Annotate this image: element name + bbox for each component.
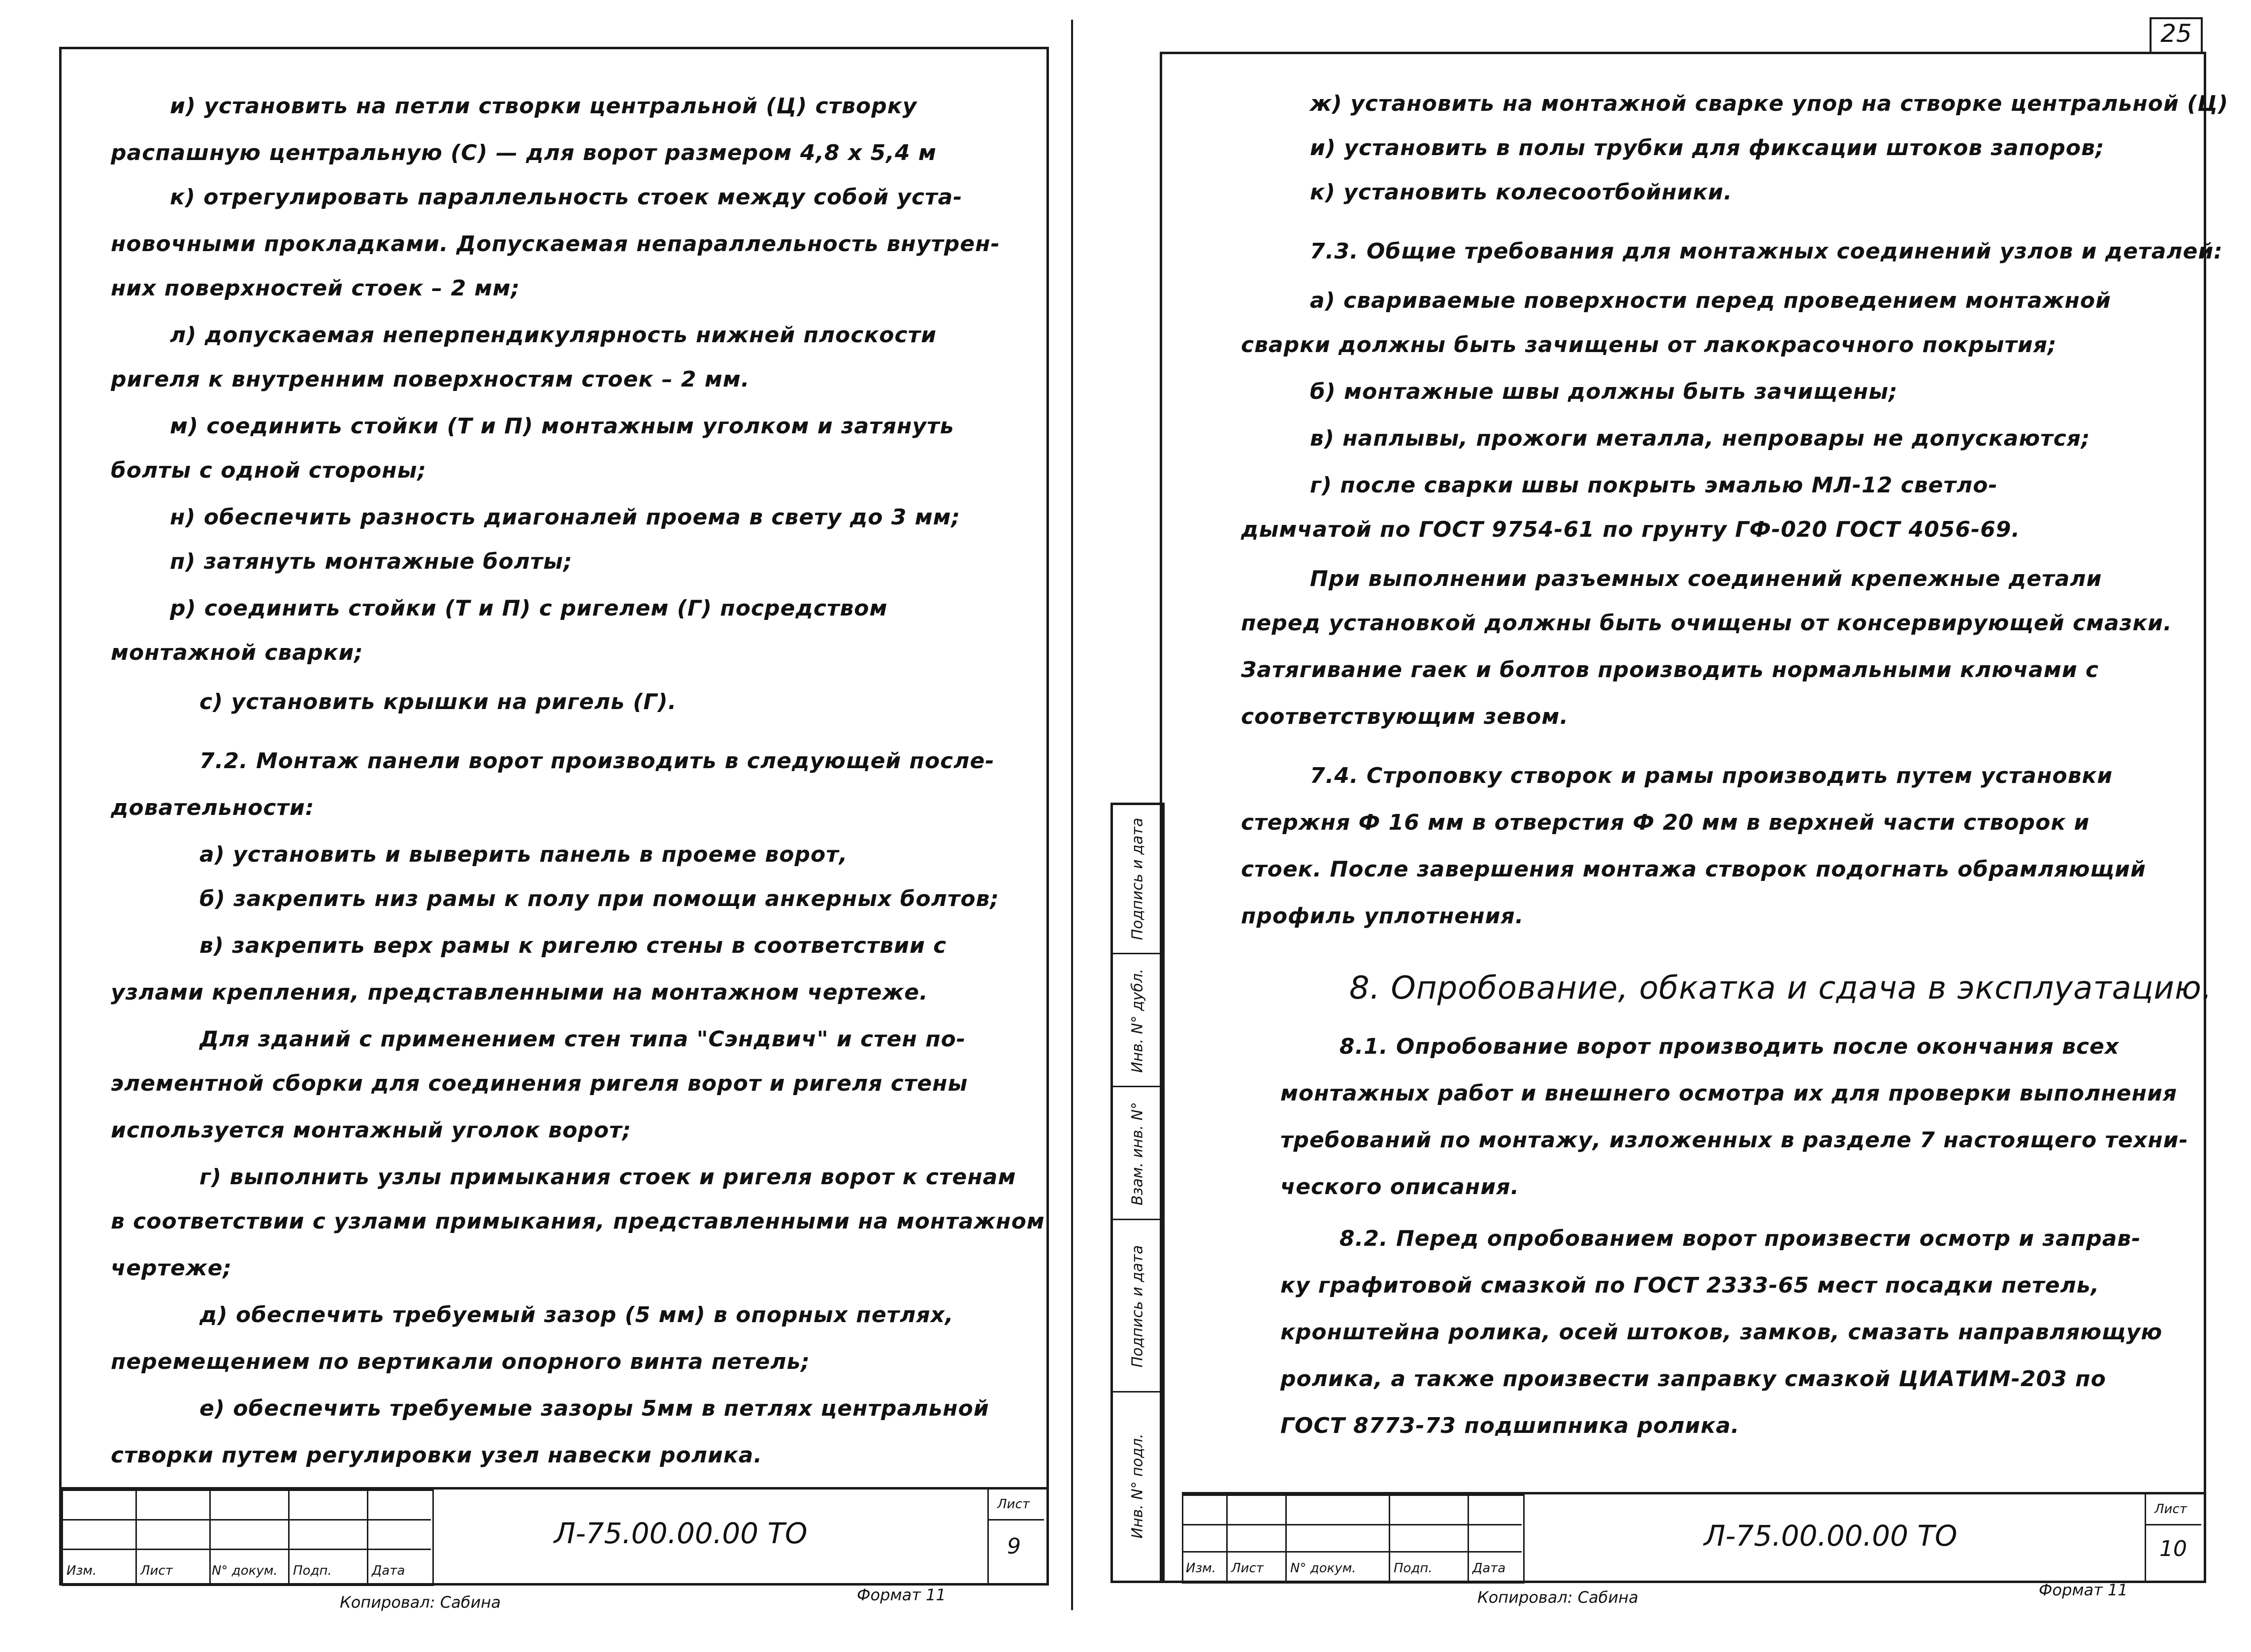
strip-label: Подпись и дата (1129, 1245, 1146, 1368)
text-line: м) соединить стойки (Т и П) монтажным уголком и затянуть (170, 414, 954, 439)
text-line: перед установкой должны быть очищены от консервирующей смазки. (1241, 611, 2172, 636)
strip-cell (1113, 1391, 1162, 1580)
strip-label: Подпись и дата (1129, 817, 1146, 940)
text-line: 8.2. Перед опробованием ворот произвести осмотр и заправ- (1339, 1226, 2141, 1251)
tb-row (2145, 1524, 2201, 1525)
text-line: б) монтажные швы должны быть зачищены; (1310, 379, 1898, 404)
strip-label: Инв. N° дубл. (1129, 969, 1146, 1073)
text-line: г) выполнить узлы примыкания стоек и ригеля ворот к стенам (199, 1165, 1016, 1190)
text-line: требований по монтажу, изложенных в разделе 7 настоящего техни- (1280, 1128, 2188, 1153)
text-line: монтажной сварки; (111, 640, 363, 665)
tb-label: Подп. (1394, 1561, 1433, 1576)
text-line: сварки должны быть зачищены от лакокрасочного покрытия; (1241, 332, 2057, 357)
format-label: Формат 11 (2039, 1581, 2128, 1599)
text-line: в) наплывы, прожоги металла, непровары не допускаются; (1310, 426, 2090, 451)
text-line: с) установить крышки на ригель (Г). (199, 689, 677, 714)
text-line: б) закрепить низ рамы к полу при помощи анкерных болтов; (199, 886, 1000, 911)
text-line: и) установить в полы трубки для фиксации штоков запоров; (1310, 135, 2105, 161)
text-line: ГОСТ 8773-73 подшипника ролика. (1280, 1413, 1740, 1438)
text-line: 7.4. Строповку створок и рамы производить путем установки (1310, 763, 2113, 788)
strip-label: Инв. N° подл. (1129, 1433, 1146, 1539)
right-page (1160, 52, 2229, 1583)
text-line: п) затянуть монтажные болты; (170, 549, 573, 574)
copied-by: Копировал: Сабина (1477, 1588, 1638, 1607)
text-line: соответствующим зевом. (1241, 704, 1569, 729)
corner-page-number (2150, 17, 2203, 54)
text-line: перемещением по вертикали опорного винта петель; (111, 1349, 810, 1374)
tb-label: Подп. (293, 1563, 332, 1578)
tb-col (1285, 1494, 1287, 1581)
text-line: новочными прокладками. Допускаемая непараллельность внутрен- (111, 231, 1000, 257)
tb-label: Дата (1472, 1561, 1506, 1576)
tb-col (288, 1490, 290, 1583)
sheet-number: 10 (2159, 1536, 2187, 1561)
left-page-text (62, 49, 1046, 1477)
text-line: г) после сварки швы покрыть эмалью МЛ-12 светло- (1310, 473, 1998, 498)
sheet-number: 9 (1007, 1534, 1021, 1559)
text-line: элементной сборки для соединения ригеля ворот и ригеля стены (111, 1071, 968, 1096)
text-line: ролика, а также произвести заправку смазкой ЦИАТИМ-203 по (1280, 1366, 2106, 1392)
tb-col (1226, 1494, 1228, 1581)
text-line: в соответствии с узлами примыкания, представленными на монтажном (111, 1209, 1045, 1234)
text-line: монтажных работ и внешнего осмотра их для проверки выполнения (1280, 1081, 2178, 1106)
text-line: довательности: (111, 795, 315, 820)
tb-col (209, 1490, 211, 1583)
copied-by: Копировал: Сабина (340, 1593, 501, 1612)
text-line: 8.1. Опробование ворот производить после окончания всех (1339, 1034, 2120, 1059)
tb-label: Дата (372, 1563, 405, 1578)
text-line: 7.3. Общие требования для монтажных соединений узлов и деталей: (1310, 239, 2223, 264)
text-line: д) обеспечить требуемый зазор (5 мм) в опорных петлях, (199, 1302, 954, 1328)
text-line: а) свариваемые поверхности перед проведением монтажной (1310, 288, 2111, 313)
text-line: н) обеспечить разность диагоналей проема в свету до 3 мм; (170, 505, 961, 530)
tb-label: N° докум. (1290, 1561, 1356, 1576)
text-line: кронштейна ролика, осей штоков, замков, смазать направляющую (1280, 1320, 2163, 1345)
strip-cell (1113, 805, 1162, 953)
right-page-text (1162, 54, 2229, 1482)
text-line: Затягивание гаек и болтов производить нормальными ключами с (1241, 657, 2099, 682)
text-line: распашную центральную (С) — для ворот размером 4,8 х 5,4 м (111, 140, 937, 165)
text-line: ку графитовой смазкой по ГОСТ 2333-65 мест посадки петель, (1280, 1273, 2100, 1298)
page-divider (1071, 20, 1073, 1610)
tb-label: Лист (1231, 1561, 1264, 1576)
tb-col (135, 1490, 137, 1583)
tb-col (367, 1490, 368, 1583)
text-line: них поверхностей стоек – 2 мм; (111, 276, 520, 301)
text-line: р) соединить стойки (Т и П) с ригелем (Г) посредством (170, 596, 888, 621)
corner-page-number-text: 25 (2160, 19, 2192, 48)
text-line: дымчатой по ГОСТ 9754-61 по грунту ГФ-020 ГОСТ 4056-69. (1241, 517, 2021, 542)
text-line: узлами крепления, представленными на монтажном чертеже. (111, 980, 928, 1005)
tb-row (62, 1519, 431, 1521)
text-line: к) установить колесоотбойники. (1310, 180, 1732, 205)
side-strip (1110, 803, 1165, 1583)
strip-cell (1113, 1086, 1162, 1220)
title-block (62, 1487, 1046, 1586)
text-line: стоек. После завершения монтажа створок подогнать обрамляющий (1241, 857, 2146, 882)
text-line: используется монтажный уголок ворот; (111, 1118, 632, 1143)
tb-row (62, 1549, 431, 1550)
text-line: е) обеспечить требуемые зазоры 5мм в петлях центральной (199, 1396, 989, 1421)
text-line: стержня Ф 16 мм в отверстия Ф 20 мм в верхней части створок и (1241, 810, 2090, 835)
section-heading: 8. Опробование, обкатка и сдача в эксплуатацию. (1349, 970, 2213, 1006)
title-block (1182, 1492, 2204, 1583)
sheet-label: Лист (997, 1497, 1030, 1512)
tb-col (1468, 1494, 1469, 1581)
text-line: болты с одной стороны; (111, 458, 427, 483)
text-line: к) отрегулировать параллельность стоек между собой уста- (170, 185, 963, 210)
sheet-label: Лист (2154, 1502, 2187, 1517)
text-line: л) допускаемая неперпендикулярность нижней плоскости (170, 323, 937, 348)
text-line: и) установить на петли створки центральной (Ц) створку (170, 94, 917, 119)
strip-label: Взам. инв. N° (1129, 1102, 1146, 1205)
tb-label: N° докум. (212, 1563, 278, 1578)
text-line: профиль уплотнения. (1241, 904, 1524, 929)
text-line: 7.2. Монтаж панели ворот производить в следующей после- (199, 748, 995, 774)
text-line: ж) установить на монтажной сварке упор на створке центральной (Ц) (1310, 91, 2229, 116)
text-line: в) закрепить верх рамы к ригелю стены в соответствии с (199, 933, 947, 958)
text-line: створки путем регулировки узел навески ролика. (111, 1443, 763, 1468)
strip-cell (1113, 953, 1162, 1087)
tb-row (1182, 1524, 1522, 1525)
document-designation: Л-75.00.00.00 ТО (1704, 1519, 1957, 1553)
text-line: ригеля к внутренним поверхностям стоек – 2 мм. (111, 367, 750, 392)
left-page (59, 47, 1049, 1586)
text-line: ческого описания. (1280, 1174, 1520, 1199)
text-line: чертеже; (111, 1256, 232, 1281)
tb-label: Изм. (1186, 1561, 1216, 1576)
format-label: Формат 11 (857, 1586, 946, 1604)
document-designation: Л-75.00.00.00 ТО (554, 1517, 808, 1550)
strip-cell (1113, 1219, 1162, 1393)
tb-col (1389, 1494, 1390, 1581)
tb-label: Изм. (66, 1563, 97, 1578)
tb-row (1182, 1551, 1522, 1553)
text-line: а) установить и выверить панель в проеме ворот, (199, 842, 848, 867)
tb-row (987, 1519, 1044, 1521)
tb-label: Лист (140, 1563, 173, 1578)
text-line: При выполнении разъемных соединений крепежные детали (1310, 566, 2102, 591)
text-line: Для зданий с применением стен типа "Сэндвич" и стен по- (199, 1027, 966, 1052)
